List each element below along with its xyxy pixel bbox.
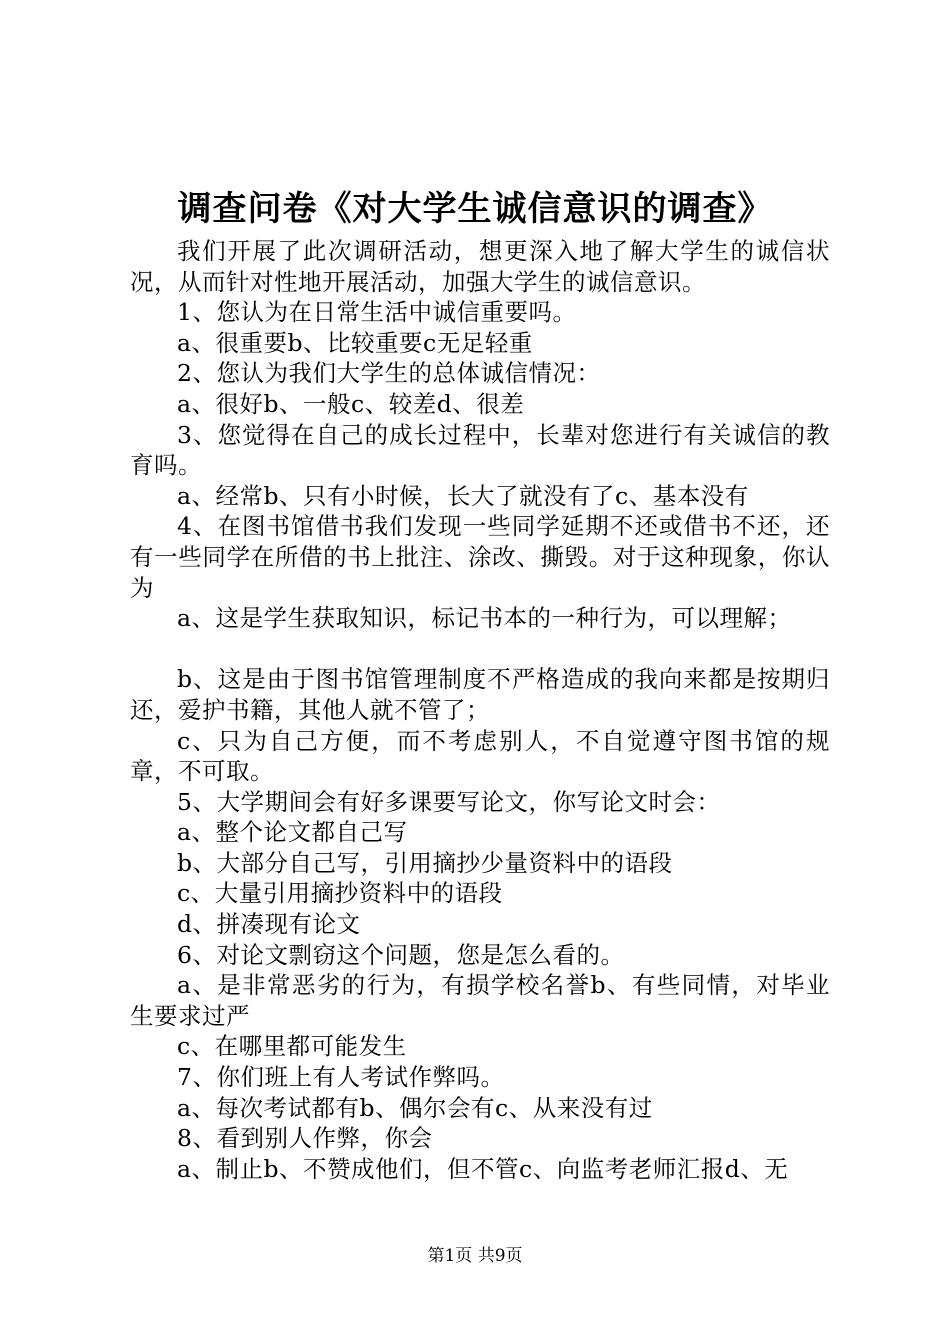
question-4-option-b: b、这是由于图书馆管理制度不严格造成的我向来都是按期归还，爱护书籍，其他人就不管了；	[130, 665, 830, 724]
question-5-option-d: d、拼凑现有论文	[177, 910, 361, 939]
question-5-option-a: a、整个论文都自己写	[177, 818, 408, 847]
document-body	[130, 236, 830, 1184]
blank-line	[130, 634, 830, 665]
page-title: 调查问卷《对大学生诚信意识的调查》	[177, 189, 773, 229]
question-8: 8、看到别人作弊，你会	[177, 1124, 433, 1153]
question-6-options-ab: a、是非常恶劣的行为，有损学校名誉b、有些同情，对毕业生要求过严	[130, 971, 830, 1030]
question-7: 7、你们班上有人考试作弊吗。	[177, 1063, 505, 1092]
question-6: 6、对论文剽窃这个问题，您是怎么看的。	[177, 940, 625, 969]
question-3-options: a、经常b、只有小时候，长大了就没有了c、基本没有	[177, 481, 749, 510]
question-2-options: a、很好b、一般c、较差d、很差	[177, 389, 525, 418]
question-6-option-c: c、在哪里都可能发生	[177, 1032, 407, 1061]
question-1-options: a、很重要b、比较重要c无足轻重	[177, 328, 533, 357]
question-4-option-c: c、只为自己方便，而不考虑别人，不自觉遵守图书馆的规章，不可取。	[130, 726, 830, 786]
intro-paragraph: 我们开展了此次调研活动，想更深入地了解大学生的诚信状况，从而针对性地开展活动，加强大学生的诚信意识。	[130, 237, 830, 296]
question-5-option-b: b、大部分自己写，引用摘抄少量资料中的语段	[177, 848, 673, 877]
page-footer: 第1页 共9页	[427, 1246, 523, 1266]
question-7-options: a、每次考试都有b、偶尔会有c、从来没有过	[177, 1093, 653, 1122]
question-3: 3、您觉得在自己的成长过程中，长辈对您进行有关诚信的教育吗。	[130, 420, 830, 480]
question-8-options: a、制止b、不赞成他们，但不管c、向监考老师汇报d、无	[177, 1154, 789, 1183]
question-1: 1、您认为在日常生活中诚信重要吗。	[177, 298, 577, 327]
question-4: 4、在图书馆借书我们发现一些同学延期不还或借书不还，还有一些同学在所借的书上批注、涂改、撕毁。对于这种现象，你认为	[130, 512, 830, 602]
question-5: 5、大学期间会有好多课要写论文，你写论文时会：	[177, 787, 721, 816]
question-4-option-a: a、这是学生获取知识，标记书本的一种行为，可以理解；	[177, 604, 792, 633]
question-2: 2、您认为我们大学生的总体诚信情况：	[177, 359, 601, 388]
question-5-option-c: c、大量引用摘抄资料中的语段	[177, 879, 503, 908]
